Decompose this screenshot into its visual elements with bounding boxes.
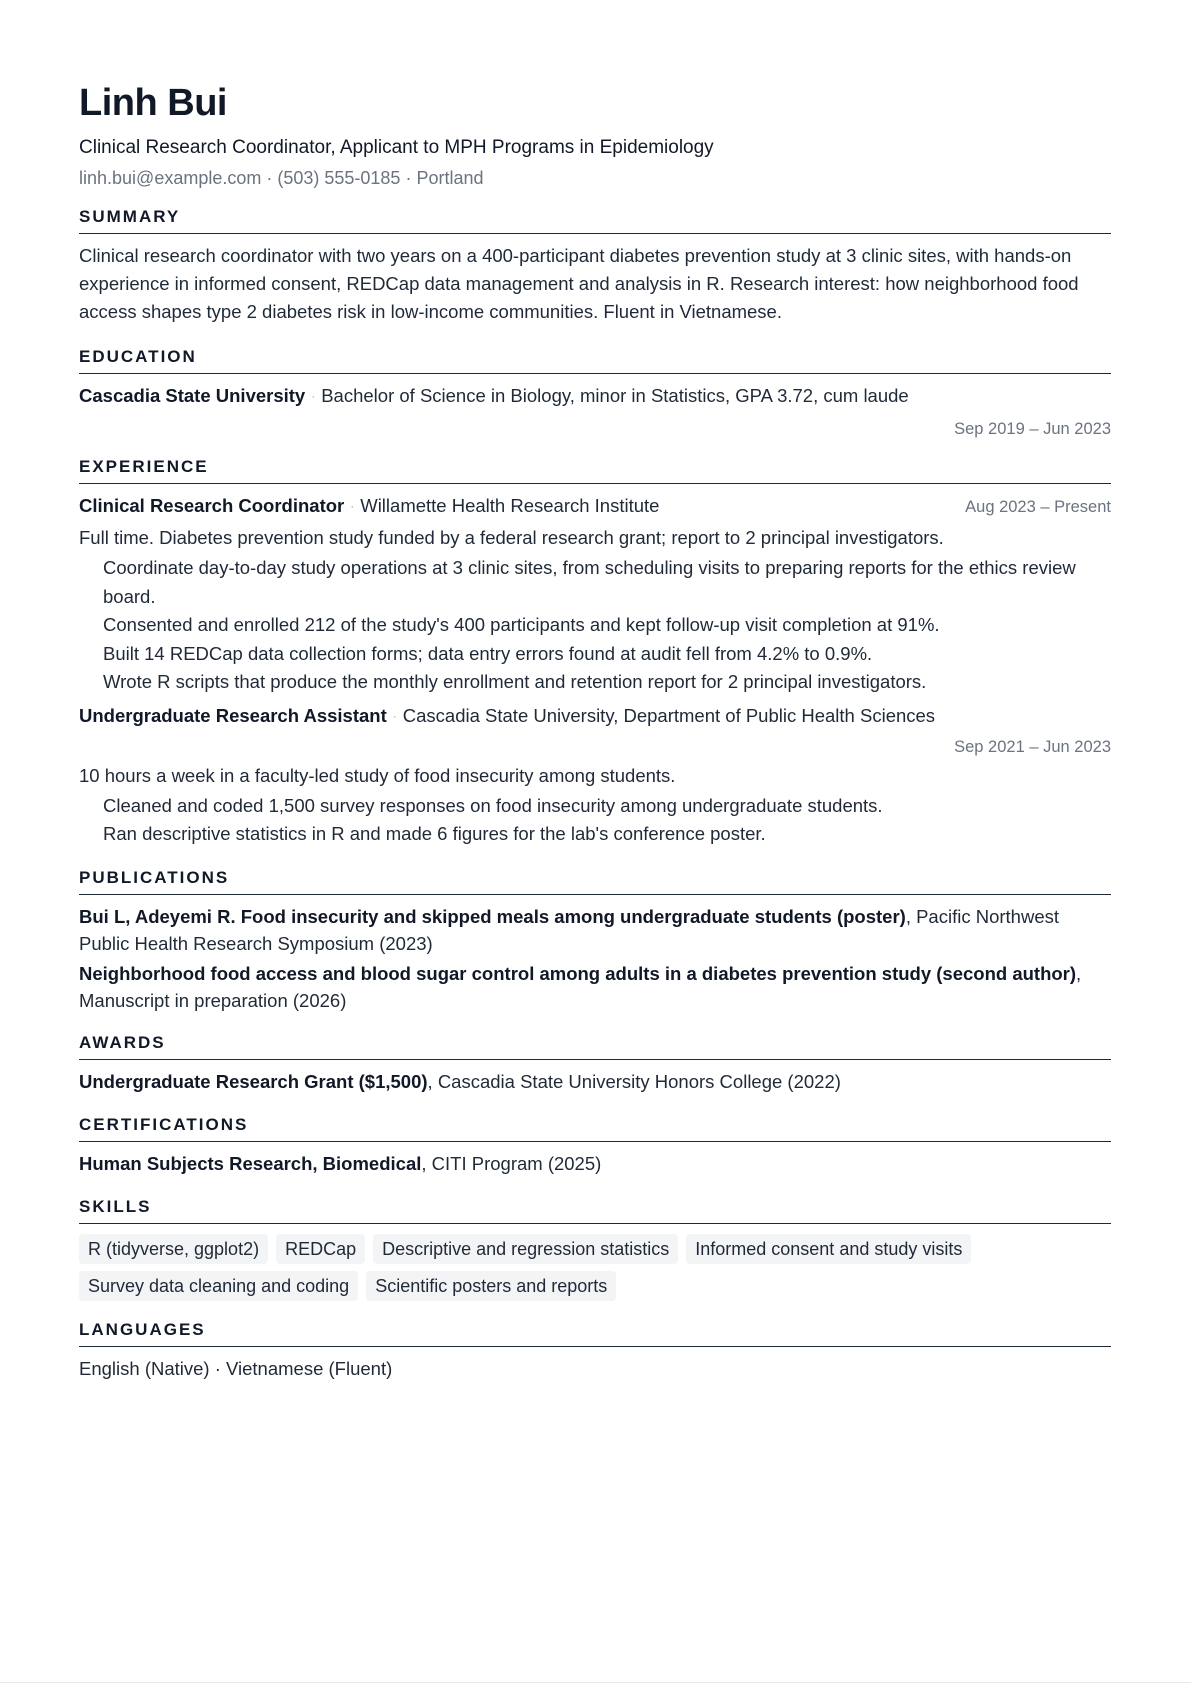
languages-section — [79, 1319, 1111, 1383]
skill-chip: REDCap — [276, 1234, 365, 1264]
award-detail: , Cascadia State University Honors College (2022) — [427, 1070, 841, 1092]
separator-dot: · — [311, 389, 316, 403]
summary-heading: SUMMARY — [79, 206, 1111, 234]
publication-venue: , Pacific Northwest Public Health Research Symposium (2023) — [79, 905, 1059, 954]
experience-section — [79, 456, 1111, 849]
awards-heading: AWARDS — [79, 1032, 1111, 1060]
publications-section — [79, 867, 1111, 1014]
skill-chip: R (tidyverse, ggplot2) — [79, 1234, 268, 1264]
education-heading: EDUCATION — [79, 346, 1111, 374]
job-dates: Sep 2021 – Jun 2023 — [954, 737, 1111, 756]
education-entry — [79, 382, 1111, 412]
award-name: Undergraduate Research Grant ($1,500) — [79, 1070, 428, 1092]
separator-dot: · — [350, 499, 355, 513]
job-header — [79, 702, 1111, 732]
school-name: Cascadia State University — [79, 385, 306, 406]
skills-section — [79, 1196, 1111, 1301]
job-dates: Aug 2023 – Present — [965, 498, 1111, 516]
skills-list — [79, 1234, 1111, 1301]
degree-text: Bachelor of Science in Biology, minor in Statistics, GPA 3.72, cum laude — [321, 385, 909, 406]
certifications-heading: CERTIFICATIONS — [79, 1114, 1111, 1142]
publication-title: Bui L, Adeyemi R. Food insecurity and skipped meals among undergraduate students (poster) — [79, 905, 906, 927]
page-bottom-divider — [0, 1682, 1191, 1683]
job-description: Full time. Diabetes prevention study funded by a federal research grant; report to 2 principal investigators. — [79, 527, 944, 548]
job-header — [79, 492, 1111, 522]
skill-chip: Scientific posters and reports — [366, 1271, 616, 1301]
job-description: 10 hours a week in a faculty-led study of food insecurity among students. — [79, 764, 676, 786]
languages-text: English (Native) · Vietnamese (Fluent) — [79, 1357, 393, 1379]
list-item: Consented and enrolled 212 of the study's 400 participants and kept follow-up visit completion at 91%. — [103, 614, 940, 635]
job-role: Undergraduate Research Assistant — [79, 704, 387, 726]
job-bullets — [79, 792, 1111, 849]
job-org: Willamette Health Research Institute — [360, 495, 660, 516]
certification-item — [79, 1150, 1111, 1178]
list-item: Coordinate day-to-day study operations at 3 clinic sites, from scheduling visits to preparing reports for the ethics review board. — [103, 557, 1076, 607]
job-org: Cascadia State University, Department of Public Health Sciences — [402, 704, 936, 726]
list-item: Ran descriptive statistics in R and made 6 figures for the lab's conference poster. — [103, 823, 766, 844]
summary-section — [79, 206, 1111, 326]
publication-item — [79, 960, 1111, 1014]
award-item — [79, 1068, 1111, 1096]
publication-item — [79, 903, 1111, 957]
skill-chip: Descriptive and regression statistics — [373, 1234, 678, 1264]
certifications-section — [79, 1114, 1111, 1178]
contact-info: linh.bui@example.com · (503) 555-0185 · Portland — [79, 168, 484, 188]
candidate-name: Linh Bui — [79, 82, 227, 124]
summary-text: Clinical research coordinator with two years on a 400-participant diabetes prevention study at 3 clinic sites, with hands-on experience in informed consent, REDCap data management and analysis in R. Research interest: how neighborhood food access shapes type 2 diabetes risk in low-income communities. Fluent in Vietnamese. — [79, 245, 1079, 322]
list-item: Wrote R scripts that produce the monthly enrollment and retention report for 2 principal investigators. — [103, 671, 927, 692]
awards-section — [79, 1032, 1111, 1096]
separator-dot: · — [392, 708, 397, 723]
job-bullets — [79, 554, 1111, 697]
certification-name: Human Subjects Research, Biomedical — [79, 1152, 422, 1174]
publication-title: Neighborhood food access and blood sugar control among adults in a diabetes prevention study (second author) — [79, 962, 1077, 984]
list-item: Cleaned and coded 1,500 survey responses on food insecurity among undergraduate students. — [103, 794, 883, 816]
skills-heading: SKILLS — [79, 1196, 1111, 1224]
languages-heading: LANGUAGES — [79, 1319, 1111, 1347]
candidate-headline: Clinical Research Coordinator, Applicant to MPH Programs in Epidemiology — [79, 137, 714, 158]
job-role: Clinical Research Coordinator — [79, 495, 345, 516]
experience-heading: EXPERIENCE — [79, 456, 1111, 484]
skill-chip: Informed consent and study visits — [686, 1234, 971, 1264]
education-dates: Sep 2019 – Jun 2023 — [954, 420, 1111, 438]
publication-venue: , Manuscript in preparation (2026) — [79, 962, 1082, 1011]
education-section — [79, 346, 1111, 442]
certification-detail: , CITI Program (2025) — [421, 1152, 602, 1174]
publications-heading: PUBLICATIONS — [79, 867, 1111, 895]
skill-chip: Survey data cleaning and coding — [79, 1271, 358, 1301]
list-item: Built 14 REDCap data collection forms; data entry errors found at audit fell from 4.2% to 0.9%. — [103, 642, 873, 664]
